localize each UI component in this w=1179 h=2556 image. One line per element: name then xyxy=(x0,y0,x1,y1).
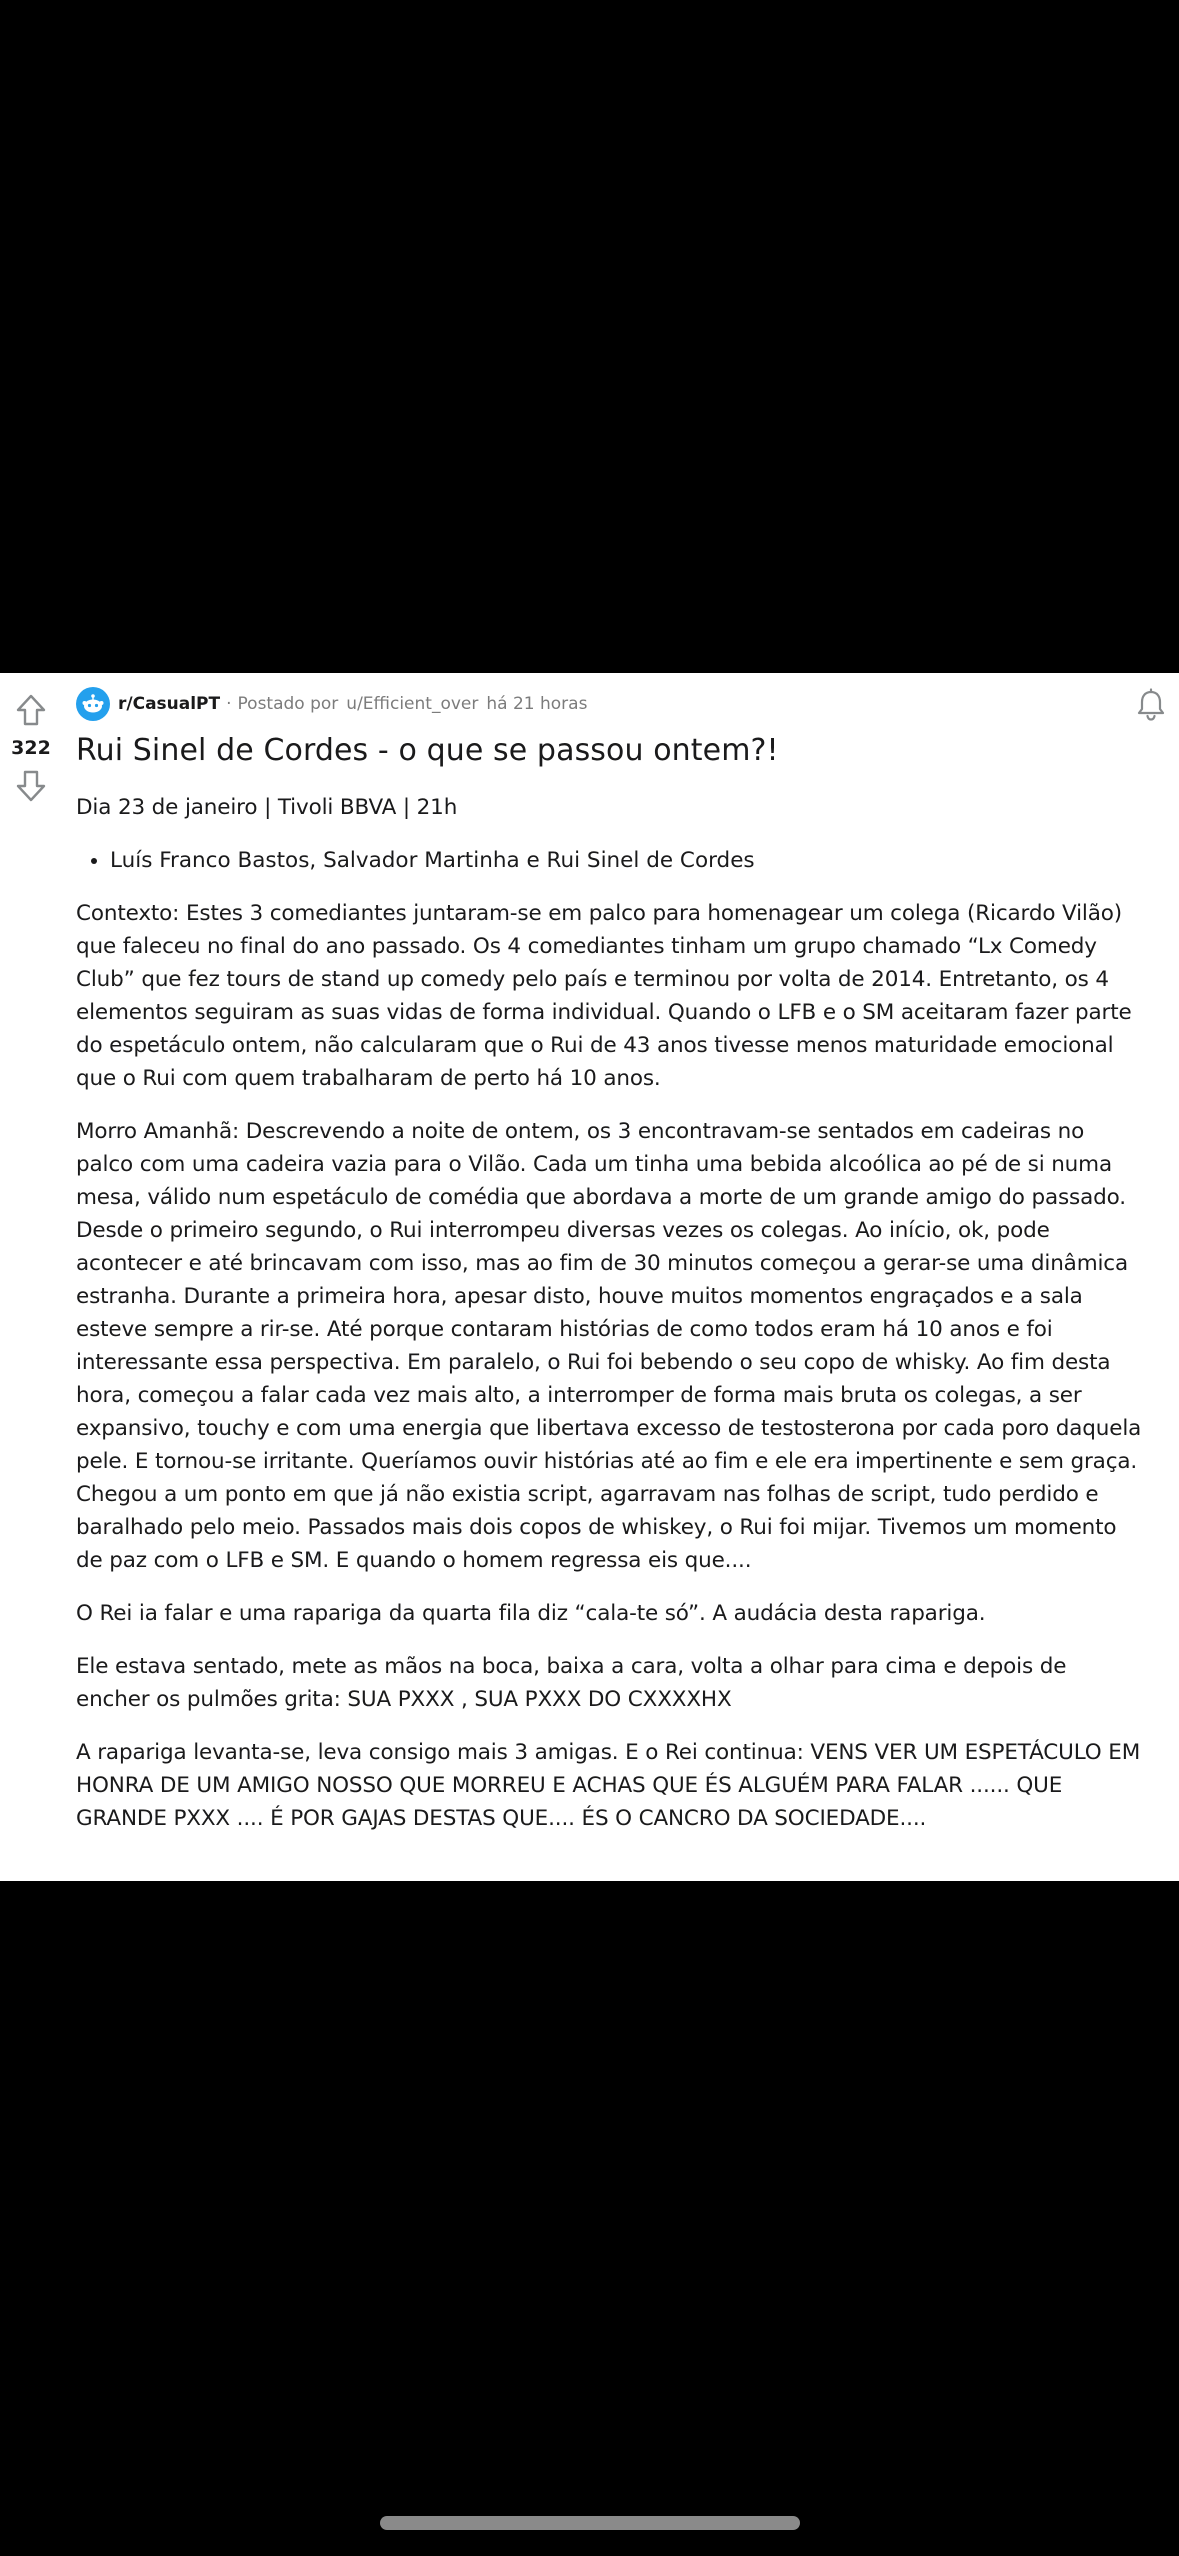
paragraph-reaction: Ele estava sentado, mete as mãos na boca, baixa a cara, volta a olhar para cima e depois de encher os pulmões grita: SUA PXXX , SUA PXXX DO CXXXXHX xyxy=(76,1654,1067,1712)
home-indicator[interactable] xyxy=(380,2516,800,2530)
upvote-button[interactable] xyxy=(8,687,54,733)
vote-count: 322 xyxy=(11,737,51,759)
vote-column xyxy=(0,673,62,809)
post-title[interactable]: Rui Sinel de Cordes - o que se passou ontem?! xyxy=(76,733,779,768)
arrow-down-icon xyxy=(16,770,46,802)
paragraph-interruption: O Rei ia falar e uma rapariga da quarta fila diz “cala-te só”. A audácia desta rapariga. xyxy=(76,1601,986,1626)
paragraph-context: Contexto: Estes 3 comediantes juntaram-se em palco para homenagear um colega (Ricardo Vilão) que faleceu no final do ano passado. Os 4 comediantes tinham um grupo chamado “Lx Comedy Club” que fez tours de stand up comedy pelo país e terminou por volta de 2014. Entretanto, os 4 elementos seguiram as suas vidas de forma individual. Quando o LFB e o SM aceitaram fazer parte do espetáculo ontem, não calcularam que o Rui de 43 anos tivesse menos maturidade emocional que o Rui com quem trabalharam de perto há 10 anos. xyxy=(76,901,1132,1091)
post-body xyxy=(76,791,1144,1855)
downvote-button[interactable] xyxy=(8,763,54,809)
bullet-list xyxy=(76,844,1144,877)
post-card xyxy=(0,673,1179,1881)
posted-by-label: Postado por xyxy=(237,694,339,714)
post-meta xyxy=(76,686,587,722)
subreddit-link[interactable]: r/CasualPT xyxy=(118,694,221,714)
arrow-up-icon xyxy=(16,694,46,726)
post-intro: Dia 23 de janeiro | Tivoli BBVA | 21h xyxy=(76,795,458,820)
bell-icon xyxy=(1135,688,1167,722)
reddit-snoo-icon[interactable] xyxy=(76,687,110,721)
paragraph-description: Morro Amanhã: Descrevendo a noite de ontem, os 3 encontravam-se sentados em cadeiras no palco com uma cadeira vazia para o Vilão. Cada um tinha uma bebida alcoólica ao pé de si numa mesa, válido num espetáculo de comédia que abordava a morte de um grande amigo do passado. Desde o primeiro segundo, o Rui interrompeu diversas vezes os colegas. Ao início, ok, pode acontecer e até brincavam com isso, mas ao fim de 30 minutos começou a gerar-se uma dinâmica estranha. Durante a primeira hora, apesar disto, houve muitos momentos engraçados e a sala esteve sempre a rir-se. Até porque contaram histórias de como todos eram há 10 anos e foi interessante essa perspectiva. Em paralelo, o Rui foi bebendo o seu copo de whisky. Ao fim desta hora, começou a falar cada vez mais alto, a interromper de forma mais bruta os colegas, a ser expansivo, touchy e com uma energia que libertava excesso de testosterona por cada poro daquela pele. E tornou-se irritante. Queríamos ouvir histórias até ao fim e ele era impertinente e sem graça. Chegou a um ponto em que já não existia script, agarravam nas folhas de script, tudo perdido e baralhado pelo meio. Passados mais dois copos de whiskey, o Rui foi mijar. Tivemos um momento de paz com o LFB e SM. E quando o homem regressa eis que.... xyxy=(76,1119,1142,1573)
author-link[interactable]: u/Efficient_over xyxy=(346,694,479,714)
list-item: • Luís Franco Bastos, Salvador Martinha e Rui Sinel de Cordes xyxy=(110,844,1144,877)
notifications-button[interactable] xyxy=(1131,685,1171,725)
meta-separator: · xyxy=(226,694,232,714)
paragraph-aftermath: A rapariga levanta-se, leva consigo mais 3 amigas. E o Rei continua: VENS VER UM ESPETÁCULO EM HONRA DE UM AMIGO NOSSO QUE MORREU E ACHAS QUE ÉS ALGUÉM PARA FALAR ...... QUE GRANDE PXXX .... É POR GAJAS DESTAS QUE.... ÉS O CANCRO DA SOCIEDADE.... xyxy=(76,1740,1141,1831)
post-time: há 21 horas xyxy=(486,694,588,714)
